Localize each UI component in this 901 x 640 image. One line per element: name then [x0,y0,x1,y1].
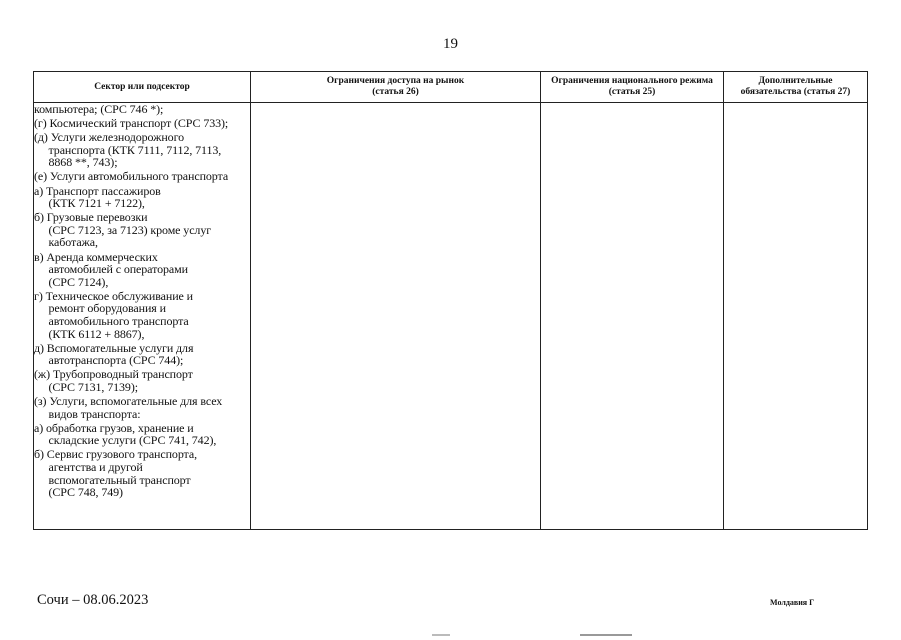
scan-artifact [432,634,450,636]
footer-country: Молдавия Г [770,598,815,607]
sector-entry: (е) Услуги автомобильного транспорта [34,169,229,184]
sector-cell [34,103,251,530]
additional-commitments-cell [724,103,868,530]
header-market-access-label: Ограничения доступа на рынок (статья 26) [326,76,465,97]
scan-artifact [580,634,632,636]
page-number: 19 [443,36,458,52]
header-sector [34,72,251,103]
sector-entry: а) обработка грузов, хранение и складские услуги (СРС 741, 742), [34,420,217,448]
sector-entry: (г) Космический транспорт (СРС 733); [34,116,229,131]
sector-entry: б) Сервис грузового транспорта, агентства и другой вспомогательный транспорт (СРС 748, 749) [34,447,197,500]
header-additional-label: Дополнительные обязательства (статья 27) [740,76,851,97]
sector-entry: в) Аренда коммерческих автомобилей с операторами (СРС 7124), [34,249,188,289]
commitments-table [33,71,868,530]
header-sector-label: Сектор или подсектор [94,81,190,92]
table-row [34,103,868,530]
sector-entry: д) Вспомогательные услуги для автотранспорта (СРС 744); [34,340,194,368]
table-header-row [34,72,868,103]
header-national-treatment [541,72,724,103]
sector-entry: а) Транспорт пассажиров (КТК 7121 + 7122), [34,183,161,211]
sector-entry: (з) Услуги, вспомогательные для всех видов транспорта: [34,394,223,421]
sector-entry: г) Техническое обслуживание и ремонт оборудования и автомобильного транспорта (КТК 6112 + 8867), [34,288,193,341]
sector-list [34,103,250,499]
sector-entry: (д) Услуги железнодорожного транспорта (КТК 7111, 7112, 7113, 8868 **, 743); [34,130,222,170]
header-market-access [251,72,541,103]
sector-entry: б) Грузовые перевозки (СРС 7123, за 7123) кроме услуг каботажа, [34,210,212,250]
market-access-cell [251,103,541,530]
national-treatment-cell [541,103,724,530]
sector-entry: (ж) Трубопроводный транспорт (СРС 7131, 7139); [34,367,193,394]
sector-entry: компьютера; (СРС 746 *); [34,102,164,116]
header-national-treatment-label: Ограничения национального режима (статья 25) [551,76,713,97]
header-additional [724,72,868,103]
footer-location-date: Сочи – 08.06.2023 [37,592,149,608]
